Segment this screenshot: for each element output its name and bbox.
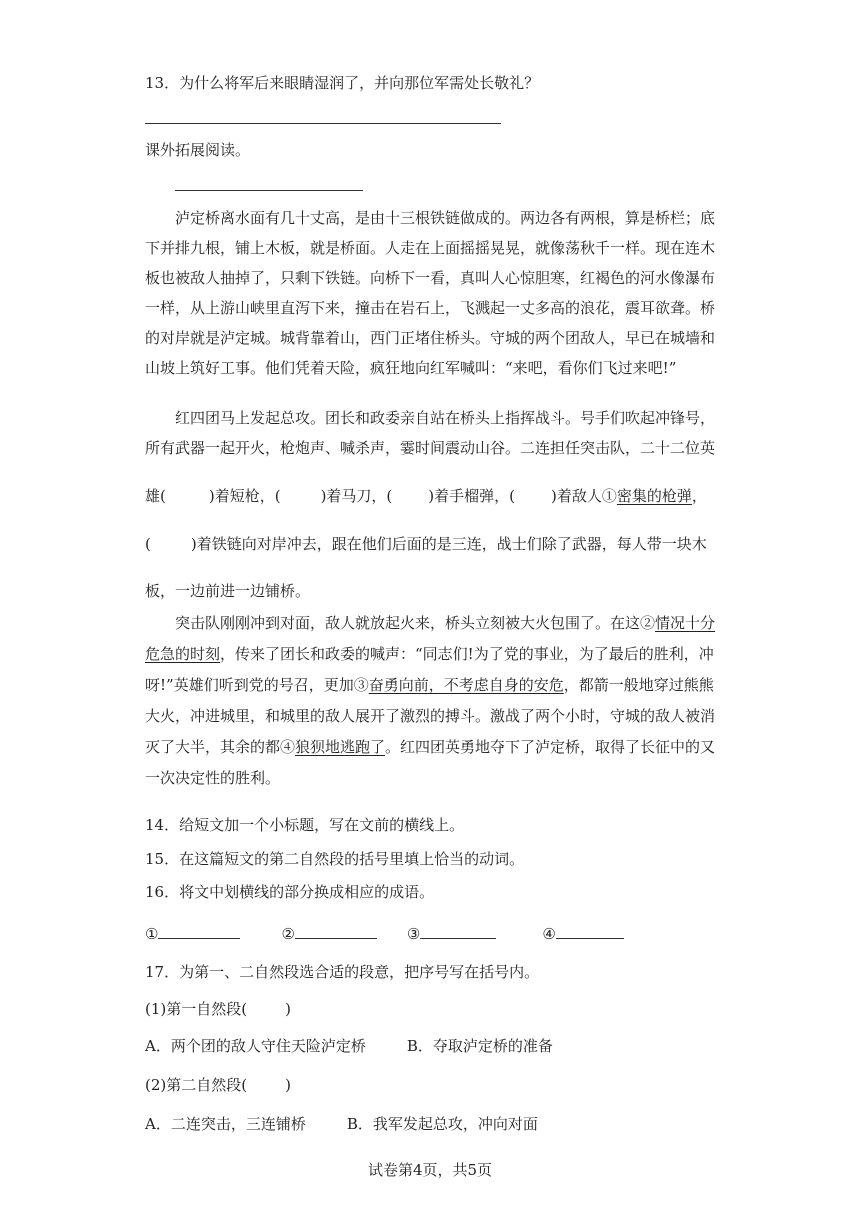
passage-line: 一次决定性的胜利。 <box>145 769 281 787</box>
blank-label-3: ③ <box>406 925 421 943</box>
passage-paragraph-3 <box>145 613 717 788</box>
underlined-phrase-1: 密集的枪弹 <box>616 487 692 505</box>
passage-line: 一样，从上游山峡里直泻下来，撞击在岩石上，飞溅起一丈多高的浪花，震耳欲聋。桥 <box>145 299 716 317</box>
question-17: 17．为第一、二自然段选合适的段意，把序号写在括号内。 <box>145 963 540 981</box>
passage-line: 危急的时刻，传来了团长和政委的喊声：“同志们!为了党的事业，为了最后的胜利，冲 <box>145 645 714 663</box>
question-17-part-2: (2)第二自然段( ) <box>145 1076 291 1094</box>
passage-line: 大火，冲进城里，和城里的敌人展开了激烈的搏斗。激战了两个小时，守城的敌人被消 <box>145 707 716 725</box>
blank-label-2: ② <box>281 925 295 943</box>
idiom-blank-3[interactable] <box>420 924 496 939</box>
question-17-part-1: (1)第一自然段( ) <box>145 1000 291 1018</box>
option-a: A．两个团的敌人守住天险泸定桥 <box>145 1037 366 1055</box>
passage-line: 灭了大半，其余的都④狼狈地逃跑了。红四团英勇地夺下了泸定桥，取得了长征中的又 <box>145 738 716 756</box>
title-blank-line <box>175 190 363 191</box>
option-a: A．二连突击，三连铺桥 <box>145 1115 306 1133</box>
option-b: B．夺取泸定桥的准备 <box>406 1037 553 1055</box>
question-16: 16．将文中划横线的部分换成相应的成语。 <box>145 883 435 901</box>
passage-line: 山坡上筑好工事。他们凭着天险，疯狂地向红军喊叫：“来吧，看你们飞过来吧!” <box>145 359 677 377</box>
passage-line: 红四团马上发起总攻。团长和政委亲自站在桥头上指挥战斗。号手们吹起冲锋号， <box>175 409 716 427</box>
passage-line: 呀!”英雄们听到党的号召，更加③奋勇向前，不考虑自身的安危，都箭一般地穿过熊熊 <box>145 676 714 694</box>
passage-line: 板也被敌人抽掉了，只剩下铁链。向桥下一看，真叫人心惊胆寒，红褐色的河水像瀑布 <box>145 269 716 287</box>
underlined-phrase-3: 奋勇向前，不考虑自身的安危 <box>368 676 564 694</box>
passage-line-with-blanks: ( )着铁链向对岸冲去，跟在他们后面的是三连，战士们除了武器，每人带一块木 <box>145 535 707 553</box>
question-15: 15．在这篇短文的第二自然段的括号里填上恰当的动词。 <box>145 850 525 868</box>
answer-line-13 <box>145 123 501 124</box>
idiom-blank-1[interactable] <box>158 924 240 939</box>
section-heading: 课外拓展阅读。 <box>145 141 251 159</box>
passage-paragraph-1 <box>145 208 717 378</box>
question-14: 14．给短文加一个小标题，写在文前的横线上。 <box>145 816 465 834</box>
passage-line: 的对岸就是泸定城。城背靠着山，西门正堵住桥头。守城的两个团敌人，早已在城墙和 <box>145 329 716 347</box>
question-13: 13．为什么将军后来眼睛湿润了，并向那位军需处长敬礼？ <box>145 74 540 92</box>
option-b: B．我军发起总攻，冲向对面 <box>346 1115 538 1133</box>
passage-line: 板，一边前进一边铺桥。 <box>145 582 311 600</box>
passage-line: 泸定桥离水面有几十丈高，是由十三根铁链做成的。两边各有两根，算是桥栏；底 <box>175 209 716 227</box>
passage-line: 突击队刚刚冲到对面，敌人就放起火来，桥头立刻被大火包围了。在这②情况十分 <box>175 614 716 632</box>
page-footer: 试卷第4页，共5页 <box>367 1161 493 1179</box>
passage-paragraph-2 <box>145 408 717 601</box>
blank-label-1: ① <box>145 925 159 943</box>
question-17-part-1-options <box>145 1036 553 1056</box>
idiom-blank-2[interactable] <box>295 924 377 939</box>
question-17-part-2-options <box>145 1114 538 1134</box>
passage-line: 下并排九根，铺上木板，就是桥面。人走在上面摇摇晃晃，就像荡秋千一样。现在连木 <box>145 239 716 257</box>
idiom-blanks-row <box>145 924 624 944</box>
passage-line-with-blanks: 雄( )着短枪，( )着马刀，( )着手榴弹，( )着敌人①密集的枪弹， <box>145 487 707 505</box>
underlined-phrase-4: 狼狈地逃跑了 <box>295 738 386 756</box>
underlined-phrase-2a: 情况十分 <box>655 614 716 632</box>
passage-line: 所有武器一起开火，枪炮声、喊杀声，霎时间震动山谷。二连担任突击队，二十二位英 <box>145 439 716 457</box>
blank-label-4: ④ <box>542 925 556 943</box>
idiom-blank-4[interactable] <box>556 924 624 939</box>
underlined-phrase-2b: 危急的时刻 <box>145 645 221 663</box>
